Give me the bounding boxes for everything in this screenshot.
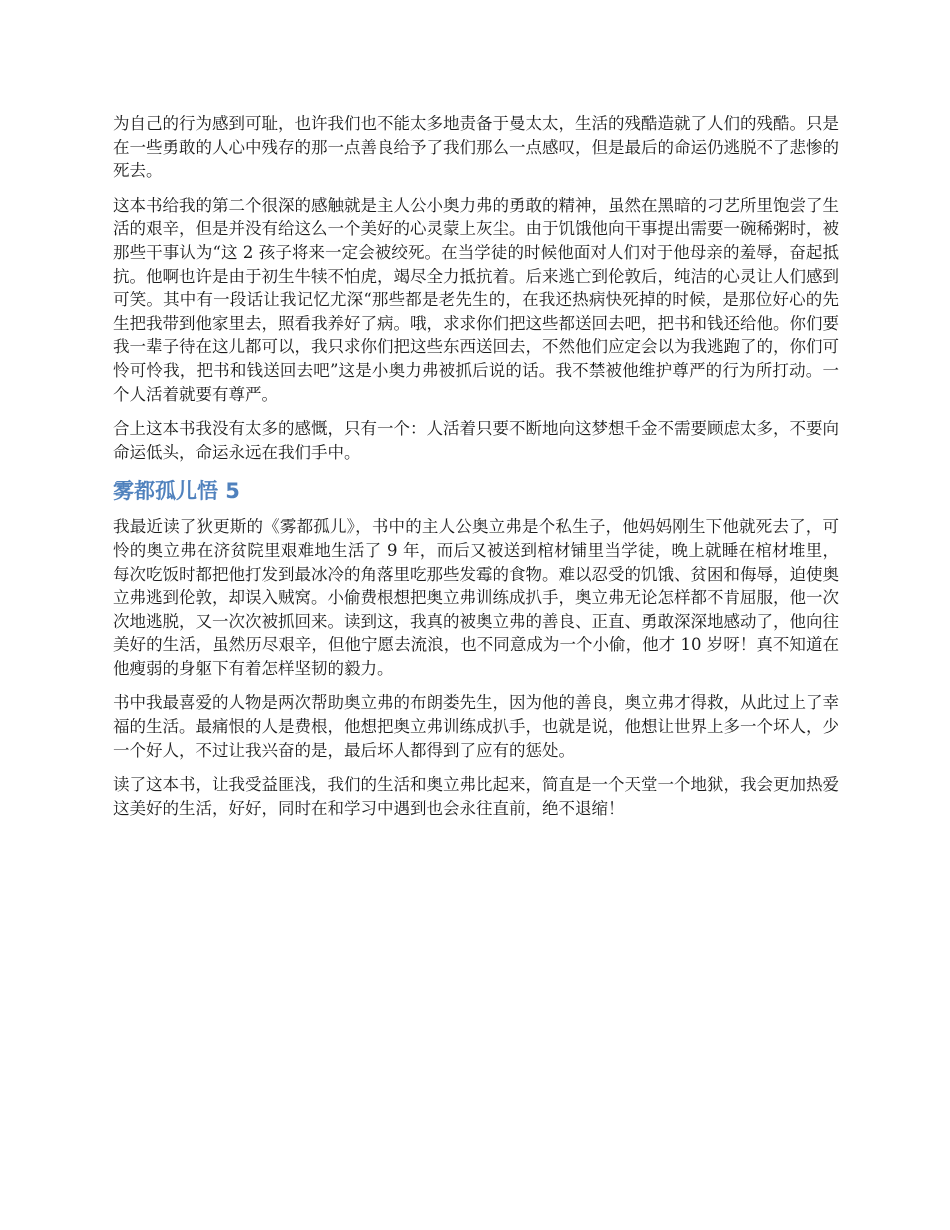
paragraph-3: 合上这本书我没有太多的感慨，只有一个：人活着只要不断地向这梦想千金不需要顾虑太多，不要向命运低头，命运永远在我们手中。 xyxy=(113,419,839,462)
paragraph-6: 读了这本书，让我受益匪浅，我们的生活和奥立弗比起来，简直是一个天堂一个地狱，我会更加热爱这美好的生活，好好，同时在和学习中遇到也会永往直前，绝不退缩！ xyxy=(113,775,839,818)
section-heading: 雾都孤儿悟 5 xyxy=(113,479,240,504)
paragraph-1: 为自己的行为感到可耻，也许我们也不能太多地责备于曼太太，生活的残酷造就了人们的残酷。只是在一些勇敢的人心中残存的那一点善良给予了我们那么一点感叹，但是最后的命运仍逃脱不了悲惨的死去。 xyxy=(113,114,839,181)
paragraph-5: 书中我最喜爱的人物是两次帮助奥立弗的布朗娄先生，因为他的善良，奥立弗才得救，从此过上了幸福的生活。最痛恨的人是费根，他想把奥立弗训练成扒手，也就是说，他想让世界上多一个坏人，少一个好人，不过让我兴奋的是，最后坏人都得到了应有的惩处。 xyxy=(113,693,839,760)
document-page xyxy=(113,112,839,831)
paragraph-4: 我最近读了狄更斯的《雾都孤儿》，书中的主人公奥立弗是个私生子，他妈妈刚生下他就死去了，可怜的奥立弗在济贫院里艰难地生活了 9 年，而后又被送到棺材铺里当学徒，晚上就睡在棺材堆里，每次吃饭时都把他打发到最冰冷的角落里吃那些发霉的食物。难以忍受的饥饿、贫困和侮辱，迫使奥立弗逃到伦敦，却误入贼窝。小偷费根想把奥立弗训练成扒手，奥立弗无论怎样都不肯屈服，他一次次地逃脱，又一次次被抓回来。读到这，我真的被奥立弗的善良、正直、勇敢深深地感动了，他向往美好的生活，虽然历尽艰辛，但他宁愿去流浪，也不同意成为一个小偷，他才 10 岁呀！真不知道在他瘦弱的身躯下有着怎样坚韧的毅力。 xyxy=(113,517,839,678)
paragraph-2: 这本书给我的第二个很深的感触就是主人公小奥力弗的勇敢的精神，虽然在黑暗的刁艺所里饱尝了生活的艰辛，但是并没有给这么一个美好的心灵蒙上灰尘。由于饥饿他向干事提出需要一碗稀粥时，被那些干事认为“这 2 孩子将来一定会被绞死。在当学徒的时候他面对人们对于他母亲的羞辱，奋起抵抗。他啊也许是由于初生牛犊不怕虎，竭尽全力抵抗着。后来逃亡到伦敦后，纯洁的心灵让人们感到可笑。其中有一段话让我记忆尤深“那些都是老先生的，在我还热病快死掉的时候，是那位好心的先生把我带到他家里去，照看我养好了病。哦，求求你们把这些都送回去吧，把书和钱还给他。你们要我一辈子待在这儿都可以，我只求你们把这些东西送回去，不然他们应定会以为我逃跑了的，你们可怜可怜我，把书和钱送回去吧”这是小奥力弗被抓后说的话。我不禁被他维护尊严的行为所打动。一个人活着就要有尊严。 xyxy=(113,195,839,404)
